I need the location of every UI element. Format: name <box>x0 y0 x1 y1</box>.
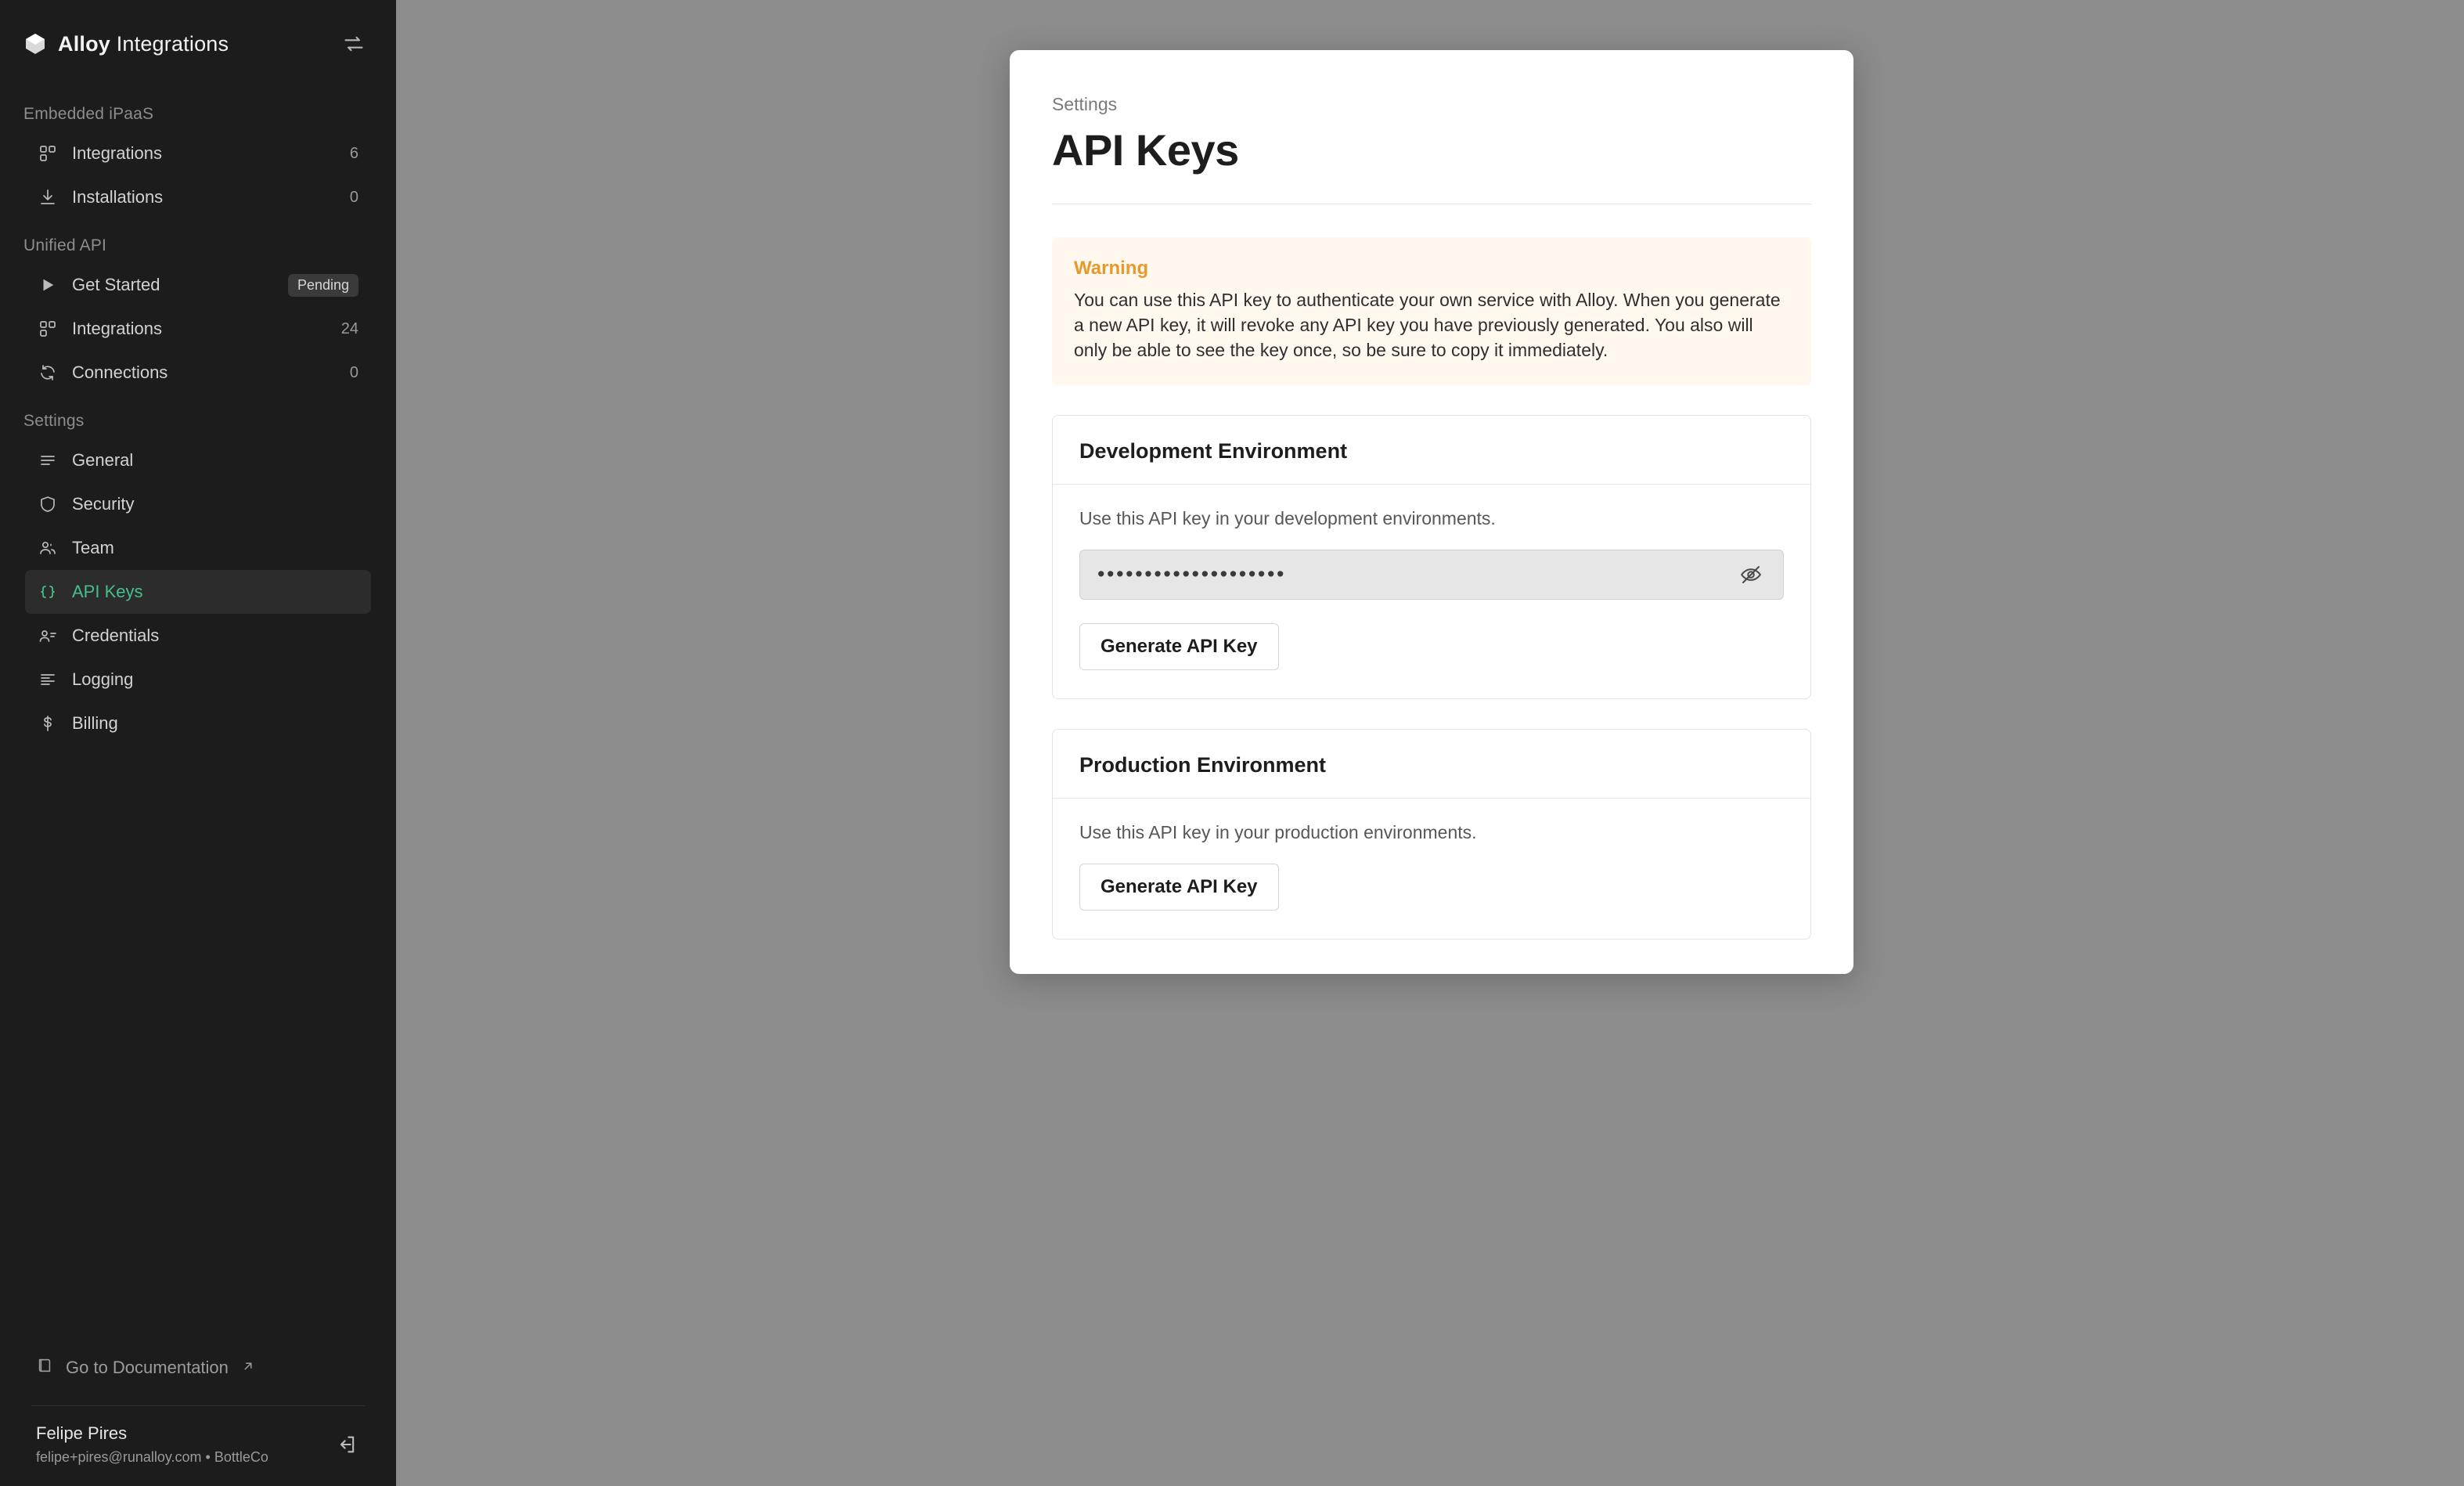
card-description: Use this API key in your production environments. <box>1079 821 1477 842</box>
sidebar-item-get-started[interactable] <box>25 263 371 307</box>
sidebar-footer <box>31 1405 365 1486</box>
grid-integrations-icon <box>38 319 58 339</box>
download-installations-icon <box>38 187 58 207</box>
generate-api-key-button-production[interactable]: Generate API Key <box>1079 864 1279 911</box>
collapse-sidebar-icon[interactable] <box>338 28 369 60</box>
brand[interactable] <box>23 32 229 56</box>
sidebar-item-label: Team <box>72 538 114 557</box>
sidebar-item-installations[interactable] <box>25 175 371 219</box>
api-keys-modal <box>1010 50 1853 974</box>
sidebar-item-api-keys[interactable] <box>25 570 371 614</box>
nav-section-label-settings: Settings <box>23 412 85 430</box>
sidebar-item-count: 6 <box>349 144 358 162</box>
main-content <box>396 0 2464 1486</box>
dollar-icon <box>38 713 58 734</box>
sidebar-item-label: Installations <box>72 187 164 207</box>
code-brackets-icon <box>38 582 58 602</box>
sidebar-item-team[interactable] <box>25 526 371 570</box>
sidebar-item-label: Security <box>72 494 135 514</box>
brand-name-light: Integrations <box>110 31 229 56</box>
grid-integrations-icon <box>38 143 58 164</box>
sidebar-item-security[interactable] <box>25 482 371 526</box>
sliders-icon <box>38 450 58 471</box>
book-icon <box>36 1357 53 1379</box>
nav-section-label-unified-api: Unified API <box>23 236 107 254</box>
sidebar-header <box>0 0 396 88</box>
api-key-value: •••••••••••••••••••• <box>1097 562 1287 586</box>
sidebar-spacer <box>0 745 396 1344</box>
warning-text: You can use this API key to authenticate your own service with Alloy. When you generate a new API key, it will revoke any API key you have previously generated. You also will only be able to see the key once, so be sure to copy it immediately. <box>1074 290 1781 361</box>
sidebar-item-connections[interactable] <box>25 351 371 395</box>
brand-name-bold: Alloy <box>58 31 111 56</box>
page-title: API Keys <box>1052 125 1239 175</box>
card-description: Use this API key in your development environments. <box>1079 507 1496 528</box>
alloy-logo-icon <box>23 32 47 56</box>
sidebar-item-credentials[interactable] <box>25 614 371 658</box>
development-api-key-field[interactable] <box>1079 550 1784 600</box>
sidebar-item-count: 0 <box>349 363 358 381</box>
logout-icon[interactable] <box>333 1431 360 1458</box>
sidebar-item-label: Get Started <box>72 275 160 294</box>
card-body <box>1053 799 1810 939</box>
card-title: Development Environment <box>1053 416 1810 485</box>
documentation-link-label: Go to Documentation <box>66 1358 229 1377</box>
sidebar-item-label: General <box>72 450 134 470</box>
status-badge: Pending <box>288 274 358 297</box>
generate-api-key-button-development[interactable]: Generate API Key <box>1079 623 1279 670</box>
user-email-org: felipe+pires@runalloy.com • BottleCo <box>36 1449 268 1465</box>
sidebar-item-count: 24 <box>340 319 358 337</box>
nav-section-label-embedded-ipaas: Embedded iPaaS <box>23 105 154 123</box>
sidebar-item-label: Credentials <box>72 626 160 645</box>
user-info[interactable] <box>36 1423 268 1466</box>
documentation-link[interactable] <box>0 1344 396 1391</box>
sidebar-item-label: API Keys <box>72 582 143 601</box>
user-name: Felipe Pires <box>36 1423 128 1443</box>
eye-off-icon[interactable] <box>1736 560 1766 590</box>
shield-icon <box>38 494 58 514</box>
production-environment-card <box>1052 729 1811 940</box>
warning-title: Warning <box>1074 258 1149 279</box>
play-icon <box>38 275 58 295</box>
sidebar-item-label: Connections <box>72 362 168 382</box>
sidebar-item-label: Logging <box>72 669 134 689</box>
sidebar-item-label: Integrations <box>72 143 162 163</box>
sidebar <box>0 0 396 1486</box>
card-title: Production Environment <box>1053 730 1810 799</box>
external-link-icon <box>241 1358 255 1378</box>
sidebar-item-label: Integrations <box>72 319 162 338</box>
credentials-icon <box>38 626 58 646</box>
sidebar-item-billing[interactable] <box>25 702 371 745</box>
breadcrumb: Settings <box>1052 94 1118 114</box>
sidebar-item-logging[interactable] <box>25 658 371 702</box>
logging-icon <box>38 669 58 690</box>
sidebar-item-label: Billing <box>72 713 118 733</box>
people-icon <box>38 538 58 558</box>
card-body <box>1053 485 1810 698</box>
sidebar-item-integrations-ipaas[interactable] <box>25 132 371 175</box>
sidebar-item-integrations-unified[interactable] <box>25 307 371 351</box>
development-environment-card <box>1052 415 1811 699</box>
warning-banner <box>1052 237 1811 385</box>
refresh-connections-icon <box>38 362 58 383</box>
sidebar-item-count: 0 <box>349 188 358 206</box>
sidebar-item-general[interactable] <box>25 438 371 482</box>
